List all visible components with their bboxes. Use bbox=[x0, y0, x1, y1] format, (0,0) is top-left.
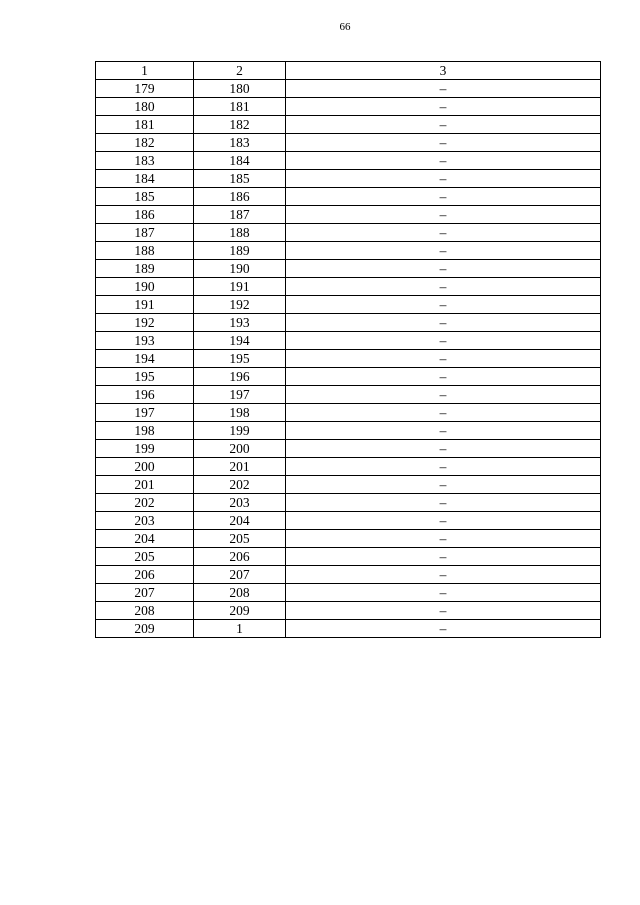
table-row bbox=[96, 188, 601, 206]
table-cell-col-1: 208 bbox=[96, 602, 194, 620]
table-cell-col-2: 199 bbox=[194, 422, 286, 440]
table-cell-col-3: – bbox=[286, 422, 601, 440]
table-row bbox=[96, 134, 601, 152]
table-row bbox=[96, 152, 601, 170]
table-row bbox=[96, 602, 601, 620]
table-row bbox=[96, 494, 601, 512]
table-cell-col-3: – bbox=[286, 386, 601, 404]
table-cell-col-2: 204 bbox=[194, 512, 286, 530]
table-cell-col-1: 205 bbox=[96, 548, 194, 566]
table-row bbox=[96, 314, 601, 332]
table-row bbox=[96, 386, 601, 404]
table-cell-col-2: 203 bbox=[194, 494, 286, 512]
table-cell-col-2: 180 bbox=[194, 80, 286, 98]
table-row bbox=[96, 98, 601, 116]
table-cell-col-3: – bbox=[286, 566, 601, 584]
table-cell-col-1: 200 bbox=[96, 458, 194, 476]
table-row bbox=[96, 368, 601, 386]
table-cell-col-2: 208 bbox=[194, 584, 286, 602]
table-cell-col-3: – bbox=[286, 332, 601, 350]
table-cell-col-1: 196 bbox=[96, 386, 194, 404]
table-cell-col-2: 192 bbox=[194, 296, 286, 314]
table-cell-col-2: 207 bbox=[194, 566, 286, 584]
table-cell-col-3: – bbox=[286, 620, 601, 638]
table-cell-col-1: 198 bbox=[96, 422, 194, 440]
table-cell-col-1: 182 bbox=[96, 134, 194, 152]
table-row bbox=[96, 332, 601, 350]
table-cell-col-3: – bbox=[286, 152, 601, 170]
table-row bbox=[96, 278, 601, 296]
table-row bbox=[96, 458, 601, 476]
table-cell-col-3: – bbox=[286, 404, 601, 422]
table-row bbox=[96, 476, 601, 494]
table-cell-col-2: 1 bbox=[194, 620, 286, 638]
column-header-2: 2 bbox=[194, 62, 286, 80]
header-row bbox=[96, 62, 601, 80]
table-cell-col-1: 199 bbox=[96, 440, 194, 458]
table-row bbox=[96, 116, 601, 134]
table-cell-col-3: – bbox=[286, 602, 601, 620]
table-cell-col-3: – bbox=[286, 170, 601, 188]
table-cell-col-1: 184 bbox=[96, 170, 194, 188]
table-cell-col-1: 209 bbox=[96, 620, 194, 638]
table-cell-col-1: 188 bbox=[96, 242, 194, 260]
table-cell-col-1: 197 bbox=[96, 404, 194, 422]
table-cell-col-1: 189 bbox=[96, 260, 194, 278]
table-cell-col-3: – bbox=[286, 548, 601, 566]
table-cell-col-3: – bbox=[286, 296, 601, 314]
table-cell-col-3: – bbox=[286, 278, 601, 296]
table-cell-col-3: – bbox=[286, 350, 601, 368]
data-table bbox=[95, 61, 601, 638]
table-row bbox=[96, 224, 601, 242]
table-cell-col-2: 190 bbox=[194, 260, 286, 278]
table-cell-col-3: – bbox=[286, 98, 601, 116]
table-cell-col-3: – bbox=[286, 440, 601, 458]
table-cell-col-2: 184 bbox=[194, 152, 286, 170]
table-cell-col-2: 187 bbox=[194, 206, 286, 224]
table-row bbox=[96, 548, 601, 566]
table-cell-col-2: 198 bbox=[194, 404, 286, 422]
table-cell-col-1: 203 bbox=[96, 512, 194, 530]
table-cell-col-2: 185 bbox=[194, 170, 286, 188]
column-header-1: 1 bbox=[96, 62, 194, 80]
table-row bbox=[96, 80, 601, 98]
table-cell-col-1: 201 bbox=[96, 476, 194, 494]
table-cell-col-2: 188 bbox=[194, 224, 286, 242]
table-row bbox=[96, 566, 601, 584]
table-cell-col-1: 181 bbox=[96, 116, 194, 134]
table-cell-col-2: 209 bbox=[194, 602, 286, 620]
table-cell-col-1: 202 bbox=[96, 494, 194, 512]
table-cell-col-2: 196 bbox=[194, 368, 286, 386]
table-body bbox=[96, 80, 601, 638]
table-cell-col-3: – bbox=[286, 314, 601, 332]
table-cell-col-1: 192 bbox=[96, 314, 194, 332]
table-cell-col-3: – bbox=[286, 476, 601, 494]
table-cell-col-3: – bbox=[286, 530, 601, 548]
table-cell-col-1: 183 bbox=[96, 152, 194, 170]
table-cell-col-2: 195 bbox=[194, 350, 286, 368]
table-cell-col-2: 191 bbox=[194, 278, 286, 296]
table-cell-col-3: – bbox=[286, 242, 601, 260]
table-row bbox=[96, 440, 601, 458]
table-row bbox=[96, 350, 601, 368]
table-cell-col-1: 190 bbox=[96, 278, 194, 296]
table-cell-col-1: 180 bbox=[96, 98, 194, 116]
table-cell-col-3: – bbox=[286, 206, 601, 224]
table-row bbox=[96, 170, 601, 188]
table-row bbox=[96, 422, 601, 440]
table-cell-col-3: – bbox=[286, 494, 601, 512]
table-cell-col-1: 193 bbox=[96, 332, 194, 350]
table-cell-col-1: 179 bbox=[96, 80, 194, 98]
table-row bbox=[96, 404, 601, 422]
table-cell-col-3: – bbox=[286, 134, 601, 152]
table-row bbox=[96, 620, 601, 638]
table-cell-col-2: 202 bbox=[194, 476, 286, 494]
table-cell-col-3: – bbox=[286, 458, 601, 476]
table-cell-col-3: – bbox=[286, 368, 601, 386]
table-row bbox=[96, 584, 601, 602]
table-cell-col-3: – bbox=[286, 260, 601, 278]
table-cell-col-2: 181 bbox=[194, 98, 286, 116]
table-row bbox=[96, 530, 601, 548]
table-cell-col-3: – bbox=[286, 224, 601, 242]
table-cell-col-2: 206 bbox=[194, 548, 286, 566]
table-cell-col-2: 182 bbox=[194, 116, 286, 134]
table-row bbox=[96, 512, 601, 530]
table-cell-col-1: 185 bbox=[96, 188, 194, 206]
table-cell-col-3: – bbox=[286, 584, 601, 602]
column-header-3: 3 bbox=[286, 62, 601, 80]
table-cell-col-1: 206 bbox=[96, 566, 194, 584]
table-row bbox=[96, 296, 601, 314]
table-row bbox=[96, 206, 601, 224]
table-cell-col-2: 186 bbox=[194, 188, 286, 206]
table-cell-col-3: – bbox=[286, 512, 601, 530]
table-cell-col-1: 194 bbox=[96, 350, 194, 368]
table-cell-col-3: – bbox=[286, 116, 601, 134]
table-cell-col-1: 186 bbox=[96, 206, 194, 224]
page-number: 66 bbox=[339, 21, 351, 33]
table-cell-col-2: 193 bbox=[194, 314, 286, 332]
table-cell-col-2: 205 bbox=[194, 530, 286, 548]
table-cell-col-1: 195 bbox=[96, 368, 194, 386]
table-cell-col-2: 197 bbox=[194, 386, 286, 404]
table-cell-col-2: 183 bbox=[194, 134, 286, 152]
table-header bbox=[96, 62, 601, 80]
table-row bbox=[96, 260, 601, 278]
table-row bbox=[96, 242, 601, 260]
table-cell-col-1: 187 bbox=[96, 224, 194, 242]
table-cell-col-3: – bbox=[286, 188, 601, 206]
table-cell-col-2: 200 bbox=[194, 440, 286, 458]
table-cell-col-1: 191 bbox=[96, 296, 194, 314]
table-cell-col-2: 194 bbox=[194, 332, 286, 350]
table-cell-col-2: 201 bbox=[194, 458, 286, 476]
table-cell-col-2: 189 bbox=[194, 242, 286, 260]
table-cell-col-3: – bbox=[286, 80, 601, 98]
table-cell-col-1: 204 bbox=[96, 530, 194, 548]
table-cell-col-1: 207 bbox=[96, 584, 194, 602]
